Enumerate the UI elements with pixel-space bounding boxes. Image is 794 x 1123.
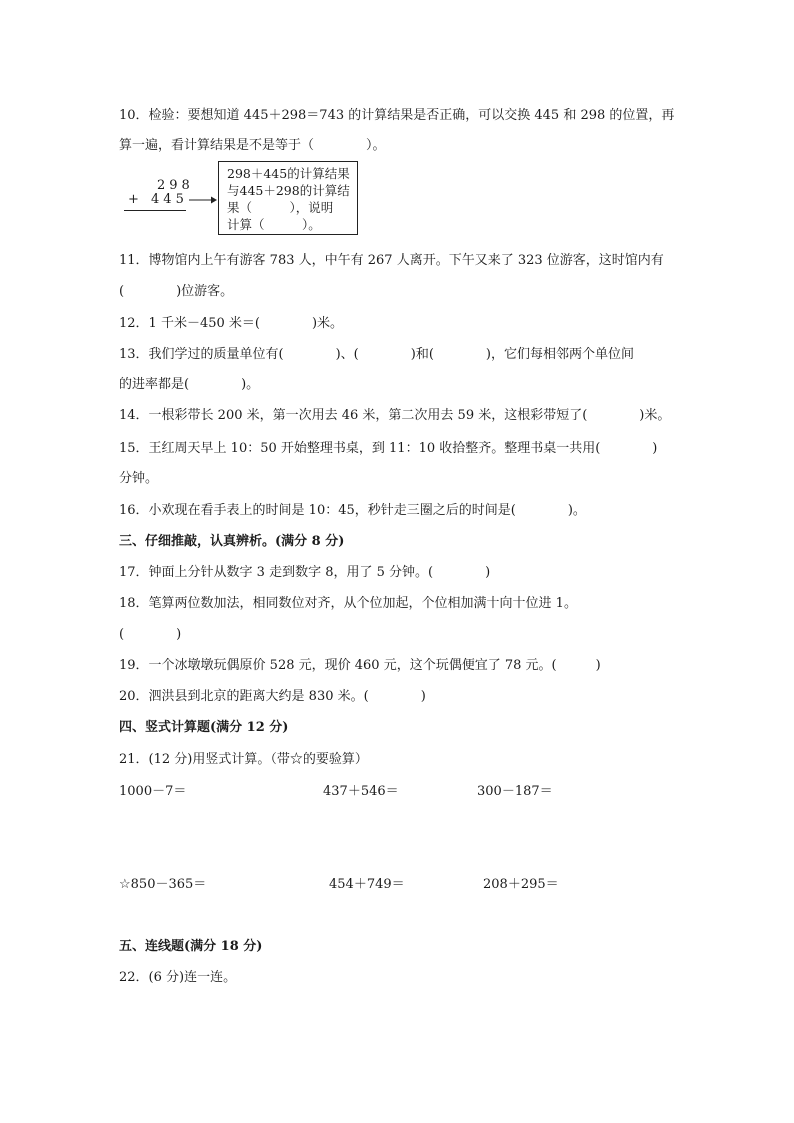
q18-line2: ( ): [119, 627, 182, 642]
q17: 17．钟面上分针从数字 3 走到数字 8，用了 5 分钟。( ): [119, 565, 491, 580]
calc-5: 454＋749＝: [329, 877, 405, 892]
check-explanation-box: [218, 161, 358, 235]
q16: 16．小欢现在看手表上的时间是 10：45，秒针走三圈之后的时间是( )。: [119, 503, 586, 518]
q10-line2: 算一遍，看计算结果是不是等于（ ）。: [119, 138, 386, 153]
section3-heading: 三、仔细推敲，认真辨析。(满分 8 分): [119, 534, 345, 549]
box-line-4: 计算（ ）。: [227, 217, 321, 232]
q13-line2: 的进率都是( )。: [119, 377, 260, 392]
calc-1: 1000－7＝: [119, 784, 187, 799]
calc-3: 300－187＝: [477, 784, 553, 799]
q14: 14．一根彩带长 200 米，第一次用去 46 米，第二次用去 59 米，这根彩带短了( )米。: [119, 408, 671, 423]
q12: 12．1 千米－450 米＝( )米。: [119, 316, 344, 331]
box-line-2: 与445＋298的计算结: [227, 183, 350, 198]
q15-line2: 分钟。: [119, 471, 159, 486]
q22: 22．(6 分)连一连。: [119, 970, 237, 985]
section5-heading: 五、连线题(满分 18 分): [119, 939, 263, 954]
q15-line1: 15．王红周天早上 10：50 开始整理书桌，到 11：10 收拾整齐。整理书桌一共用( ): [119, 441, 658, 456]
q19: 19．一个冰墩墩玩偶原价 528 元，现价 460 元，这个玩偶便宜了 78 元。( ): [119, 658, 601, 673]
vertical-sum-line: [124, 210, 186, 211]
q11-line1: 11．博物馆内上午有游客 783 人，中午有 267 人离开。下午又来了 323 位游客，这时馆内有: [119, 253, 664, 268]
box-line-3: 果（ ），说明: [227, 200, 334, 215]
vertical-addend-top: 298: [157, 178, 194, 193]
box-line-1: 298＋445的计算结果: [227, 166, 350, 181]
calc-6: 208＋295＝: [483, 877, 559, 892]
q21-title: 21．(12 分)用竖式计算。（带☆的要验算）: [119, 752, 368, 767]
calc-4: ☆850－365＝: [119, 877, 207, 892]
arrow-right-icon: [189, 195, 217, 205]
q20: 20．泗洪县到北京的距离大约是 830 米。( ): [119, 689, 426, 704]
vertical-addend-bottom: + 445: [128, 192, 188, 207]
q10-line1: 10．检验：要想知道 445＋298＝743 的计算结果是否正确，可以交换 445 和 298 的位置，再: [119, 108, 675, 123]
calc-2: 437＋546＝: [323, 784, 399, 799]
q18-line1: 18．笔算两位数加法，相同数位对齐，从个位加起，个位相加满十向十位进 1。: [119, 596, 577, 611]
q11-line2: ( )位游客。: [119, 284, 234, 299]
q13-line1: 13．我们学过的质量单位有( )、( )和( )，它们每相邻两个单位间: [119, 347, 634, 362]
section4-heading: 四、竖式计算题(满分 12 分): [119, 720, 289, 735]
